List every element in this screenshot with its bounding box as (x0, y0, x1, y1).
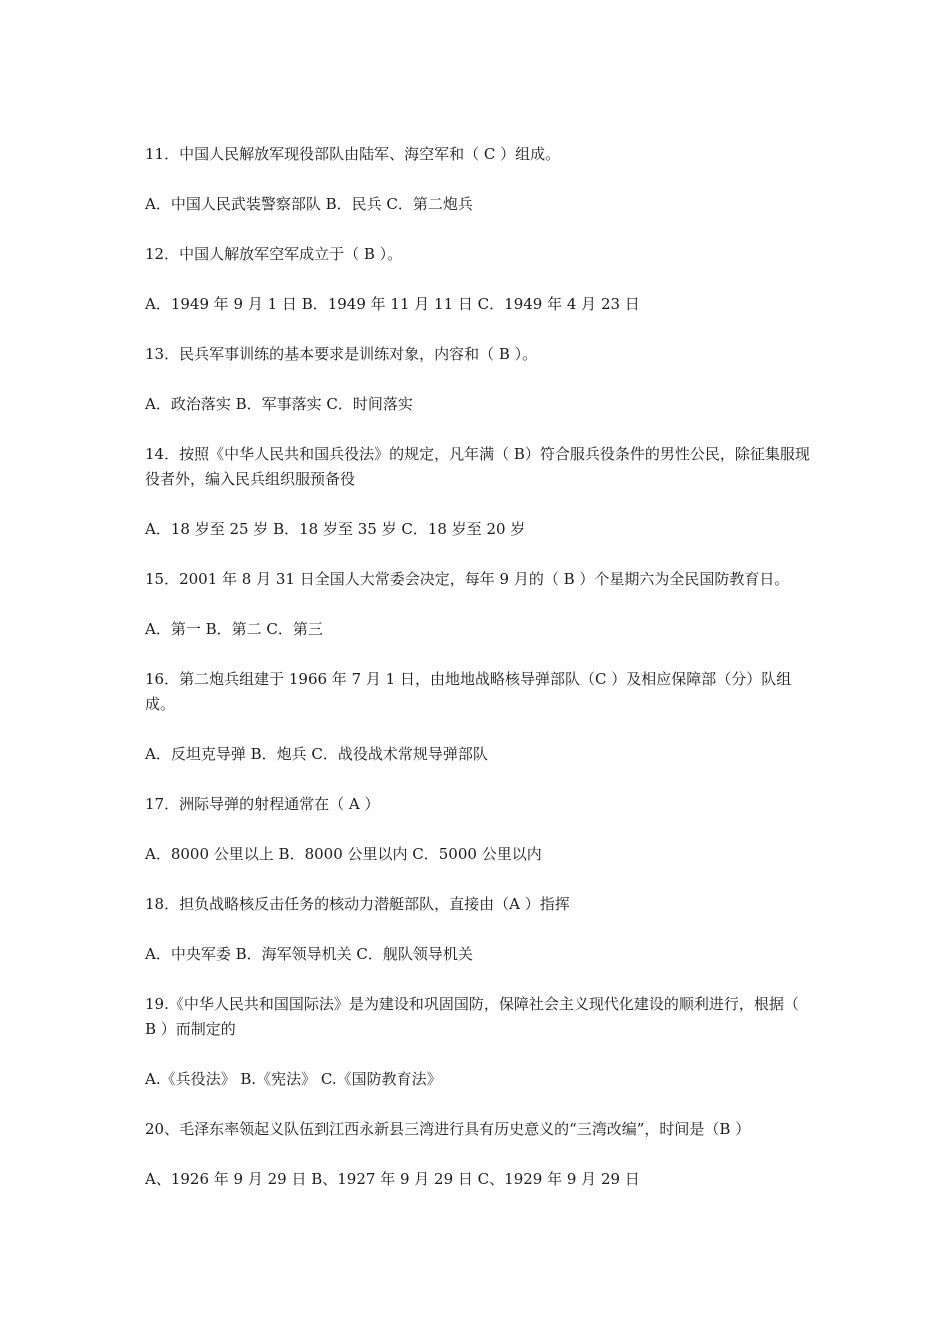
question-item (145, 1117, 813, 1192)
question-text: 18．担负战略核反击任务的核动力潜艇部队，直接由（A ）指挥 (145, 895, 570, 913)
question-text: 20、毛泽东率领起义队伍到江西永新县三湾进行具有历史意义的“三湾改编”，时间是（B ） (145, 1120, 751, 1138)
answer-options: A．反坦克导弹 B．炮兵 C．战役战术常规导弹部队 (145, 745, 488, 763)
answer-options: A．1949 年 9 月 1 日 B．1949 年 11 月 11 日 C．1949 年 4 月 23 日 (145, 295, 640, 313)
question-item (145, 142, 813, 217)
answer-options: A．第一 B．第二 C．第三 (145, 620, 323, 638)
question-text: 15．2001 年 8 月 31 日全国人大常委会决定，每年 9 月的（ B ）个星期六为全民国防教育日。 (145, 570, 790, 588)
question-item (145, 442, 813, 542)
answer-options: A、1926 年 9 月 29 日 B、1927 年 9 月 29 日 C、1929 年 9 月 29 日 (145, 1170, 640, 1188)
question-item (145, 567, 813, 642)
question-text: 11．中国人民解放军现役部队由陆军、海空军和（ C ）组成。 (145, 145, 561, 163)
question-list (145, 142, 813, 1217)
answer-options: A．政治落实 B．军事落实 C．时间落实 (145, 395, 413, 413)
answer-options: A.《兵役法》 B.《宪法》 C.《国防教育法》 (145, 1070, 442, 1088)
answer-options: A．8000 公里以上 B．8000 公里以内 C．5000 公里以内 (145, 845, 542, 863)
question-text: 13．民兵军事训练的基本要求是训练对象，内容和（ B ）。 (145, 345, 538, 363)
question-item (145, 892, 813, 967)
question-text: 14．按照《中华人民共和国兵役法》的规定，凡年满（ B）符合服兵役条件的男性公民，除征集服现役者外，编入民兵组织服预备役 (145, 445, 810, 488)
answer-options: A．中国人民武装警察部队 B．民兵 C．第二炮兵 (145, 195, 473, 213)
question-item (145, 992, 813, 1092)
answer-options: A．18 岁至 25 岁 B．18 岁至 35 岁 C．18 岁至 20 岁 (145, 520, 526, 538)
question-text: 12．中国人解放军空军成立于（ B ）。 (145, 245, 403, 263)
answer-options: A．中央军委 B．海军领导机关 C．舰队领导机关 (145, 945, 473, 963)
question-item (145, 342, 813, 417)
question-text: 17．洲际导弹的射程通常在（ A ） (145, 795, 380, 813)
question-text: 19.《中华人民共和国国际法》是为建设和巩固国防，保障社会主义现代化建设的顺利进行，根据（ B ）而制定的 (145, 995, 799, 1038)
question-text: 16．第二炮兵组建于 1966 年 7 月 1 日，由地地战略核导弹部队（C ）及相应保障部（分）队组成。 (145, 670, 792, 713)
question-item (145, 242, 813, 317)
question-item (145, 667, 813, 767)
question-item (145, 792, 813, 867)
